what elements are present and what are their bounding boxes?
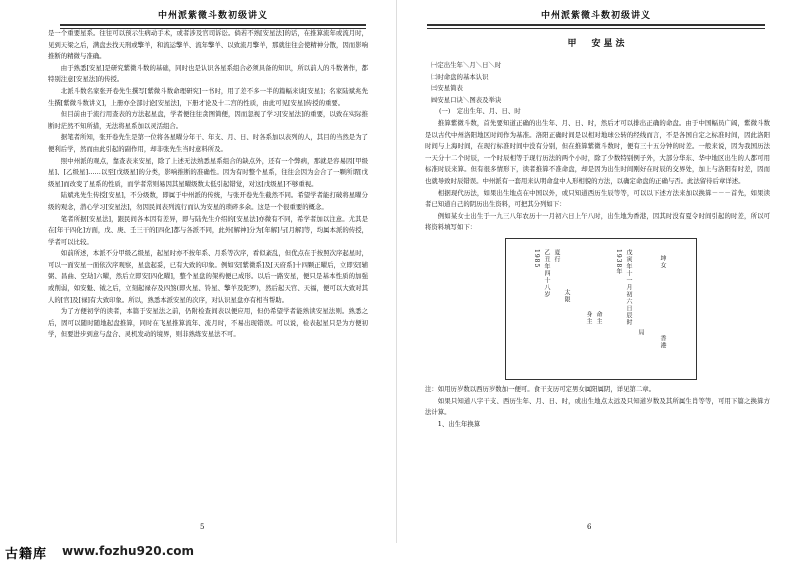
- chart-text: 命主: [595, 310, 602, 325]
- site-brand: 古籍库: [5, 547, 48, 562]
- paragraph: 相据现代历法，如果出生地点在中国以外，或只知道西历生辰等等，可以以下述方法来加以换算－－－首先，如果读者已知道自己的阴历出生资料，可把其分列如下：: [425, 188, 770, 209]
- chart-text: 局: [637, 328, 644, 336]
- paragraph: 但目前由于流行用查表的方法起星盘，学者便往往贪图简便，因而忽视了学习[安星法]的重要，以致在实际推断时茫然不知所措，无法将星系加以灵活组合。: [48, 110, 368, 130]
- chart-text: 乙丑年四十八岁: [543, 248, 550, 298]
- right-page-header: 中州派紫微斗数初级讲义: [427, 8, 765, 26]
- site-url-link[interactable]: www.fozhu920.com: [62, 544, 195, 558]
- note: 注：如用历岁数以西历岁数加一便可。食干支历可定男女属阳属阴，详见第二章。: [425, 384, 656, 393]
- chart-text: 太限: [563, 288, 570, 303]
- paragraph: 为了方便初学的读者，本篇于安星法之前，仍附检查间表以便应用，但仍希望学者能熟读安星法则。熟悉之后，固可以随时随地起盘推算，同时在飞星推算流年、流月时，不易出现错误。可以说，检表起星只是为方便初学，但要进步到意与盘合、灵机发动的境界，则非熟练安星法不可。: [48, 307, 368, 339]
- birth-chart-figure: [505, 238, 697, 380]
- chart-text: 香港: [659, 334, 666, 349]
- paragraph: 笔者所据[安星法]，跟民间各本因有差异，即与陆先生介绍的[安星法]亦微有不同，希学者加以注意。尤其是在[年干四化]方面，戊、庚、壬三干的[四化]都与各派不同，此外[解神]分为[年解]与[月解]等，均属本派的传授，学者可以比较。: [48, 214, 368, 246]
- chart-text: 坤女: [659, 254, 666, 269]
- paragraph: 是一个重要星系。往往可以预示生病动手术，或者涉及官司诉讼。倘若不熟[安星法]的话，在推算流年或流月时，见到天梁之后，满盘去找天刑或擎羊，和流运擎羊、流年擎羊、以致流月擎羊，那就往往会使精神分散，因而影响推断的精微与准确。: [48, 29, 368, 61]
- chart-text: 身主: [585, 310, 592, 325]
- paragraph: 例如某女士出生于一九三八年农历十一月初六日上午八时，出生地为香港，因其时没有夏令时间引起的时差，所以可将资料填写如下：: [425, 211, 770, 232]
- chart-text: 戊寅年十一月初六日辰时: [625, 248, 632, 326]
- toc-item: ㈢安星简表: [431, 84, 463, 93]
- paragraph: 北派斗数名家张开卷先生撰写[紫微斗数命理研究]一书时，用了差不多一半的篇幅来谈[安星]；名家陆斌兆先生撰[紫微斗数讲义]，上册亦全部讨论[安星法]，下册才论及十二宫的性质，由此可见[安星]传授的重要。: [48, 86, 368, 107]
- chart-text: 1938年: [615, 248, 622, 276]
- paragraph: 陆斌兆先生传授[安星]，不分级数，即属于中州派的传统，与张开卷先生截然不同。希望学者能打破将星曜分级的观念，潜心学习[安星法]，勿因民间表列流行而认为安星的琐碎多余。这是一个很重要的概念。: [48, 191, 368, 211]
- watermark-footer: [0, 543, 793, 561]
- chart-text: 1985: [533, 248, 540, 269]
- paragraph: 照中州派的观点，靠查表来安星，除了上述无法熟悉星系组合的缺点外，还有一个弊病，那就是容易因[甲级星]、[乙级星]……以至[戊级星]的分类，影响推断的准确性。因为有时整个星系，往往会因为会合了一颗所谓[戊级星]而改变了星系的性质，而学者常则易因其星曜级数太低引起错觉，对这[戊级星]不够重视。: [48, 156, 368, 188]
- left-page-header: 中州派紫微斗数初级讲义: [60, 8, 366, 26]
- toc-item: ㈡时命盘的基本认识: [431, 72, 489, 81]
- toc-item: ㈣安星口诀＼图表及举诀: [431, 95, 502, 104]
- paragraph: 由于熟悉[安星]是研究紫微斗数的基础，同时也是认识各星系组合必须具备的知识，所以前人的斗数著作，都特别注意[安星法]的传授。: [48, 63, 368, 84]
- paragraph: 如果只知道八字干支、西历生年、月、日、时，或出生地点太远及只知道岁数及其所属生肖等等，可用下篇之换算方法计算。: [425, 396, 770, 417]
- paragraph: 推算紫微斗数，首先要知道正确的出生年、月、日、时，然后才可以排出正确的命盘。由于中国幅员广阔，紫微斗数是以古代中州洛阳地区时间作为基准。洛阳正确时间是以相对地球公转的经线而言，不是各国自定之标准时间，因此洛阳时间与上海时间，在现行标准时间中没有分别，但在推算紫微斗数时，便有三十五分钟的时差。一般来说，因为我国历法一天分十二个时辰，一个时辰相等于现行历法的两个小时，除了少数特别例子外，大部分华东、华中地区出生的人都可用标准时辰来算。但有很多情形下，读者推算不准命盘，却是因为出生时间刚好在时辰的交界处，加上与洛阳有时差，因而也就导致时辰错误。中州派有一套用来认明命盘中人形相貌的方法，以确定命盘的正确与否。此法留待后章详述。: [425, 118, 770, 185]
- right-page: [397, 0, 793, 545]
- subsection-heading: 1、出生年换算: [437, 419, 481, 428]
- left-page-number: 5: [200, 523, 205, 531]
- paragraph: 如前所述，本派不分甲级乙级星，起星时亦不按年系、月系等次序，看似紊乱，但优点在于按照次序起星时，可以一面安星一面依次序观察，星盘起妥，已有大致的印象。例如安[紫微系]及[天府系]十四颗正曜后，立即安[辅弼、昌曲、空劫]六曜，然后立即安[四化曜]，整个星盘的架构便已成形。以后一路安星，便只是基本性质的加强或削弱，如安魁、钺之后，立刻起禄存及四煞(即火星、铃星、擎羊及陀罗)，然后起天官、天福，便可以大致对其人的[官]及[禄]有大致印象。所以，熟悉本派安星的次序，对认识星盘亦有相当帮助。: [48, 249, 368, 304]
- toc-item: ㈠定出生年＼月＼日＼时: [431, 61, 502, 69]
- birth-chart-columns: [528, 249, 678, 367]
- right-page-body: [425, 28, 770, 528]
- paragraph: 据笔者所知，张开卷先生是第一位将各星曜分年干、年支、月、日、时各系加以表列的人，其目的当然是为了便利后学，然而由此引起的副作用，却非张先生当时意料所及。: [48, 133, 368, 153]
- left-page: [0, 0, 396, 545]
- section-title: 甲 安星法: [567, 39, 628, 49]
- right-page-number: 6: [587, 523, 592, 531]
- subheading: (一) 定出生年、月、日、时: [439, 107, 521, 116]
- left-page-body: [48, 28, 368, 528]
- chart-text: 夏行: [553, 248, 560, 263]
